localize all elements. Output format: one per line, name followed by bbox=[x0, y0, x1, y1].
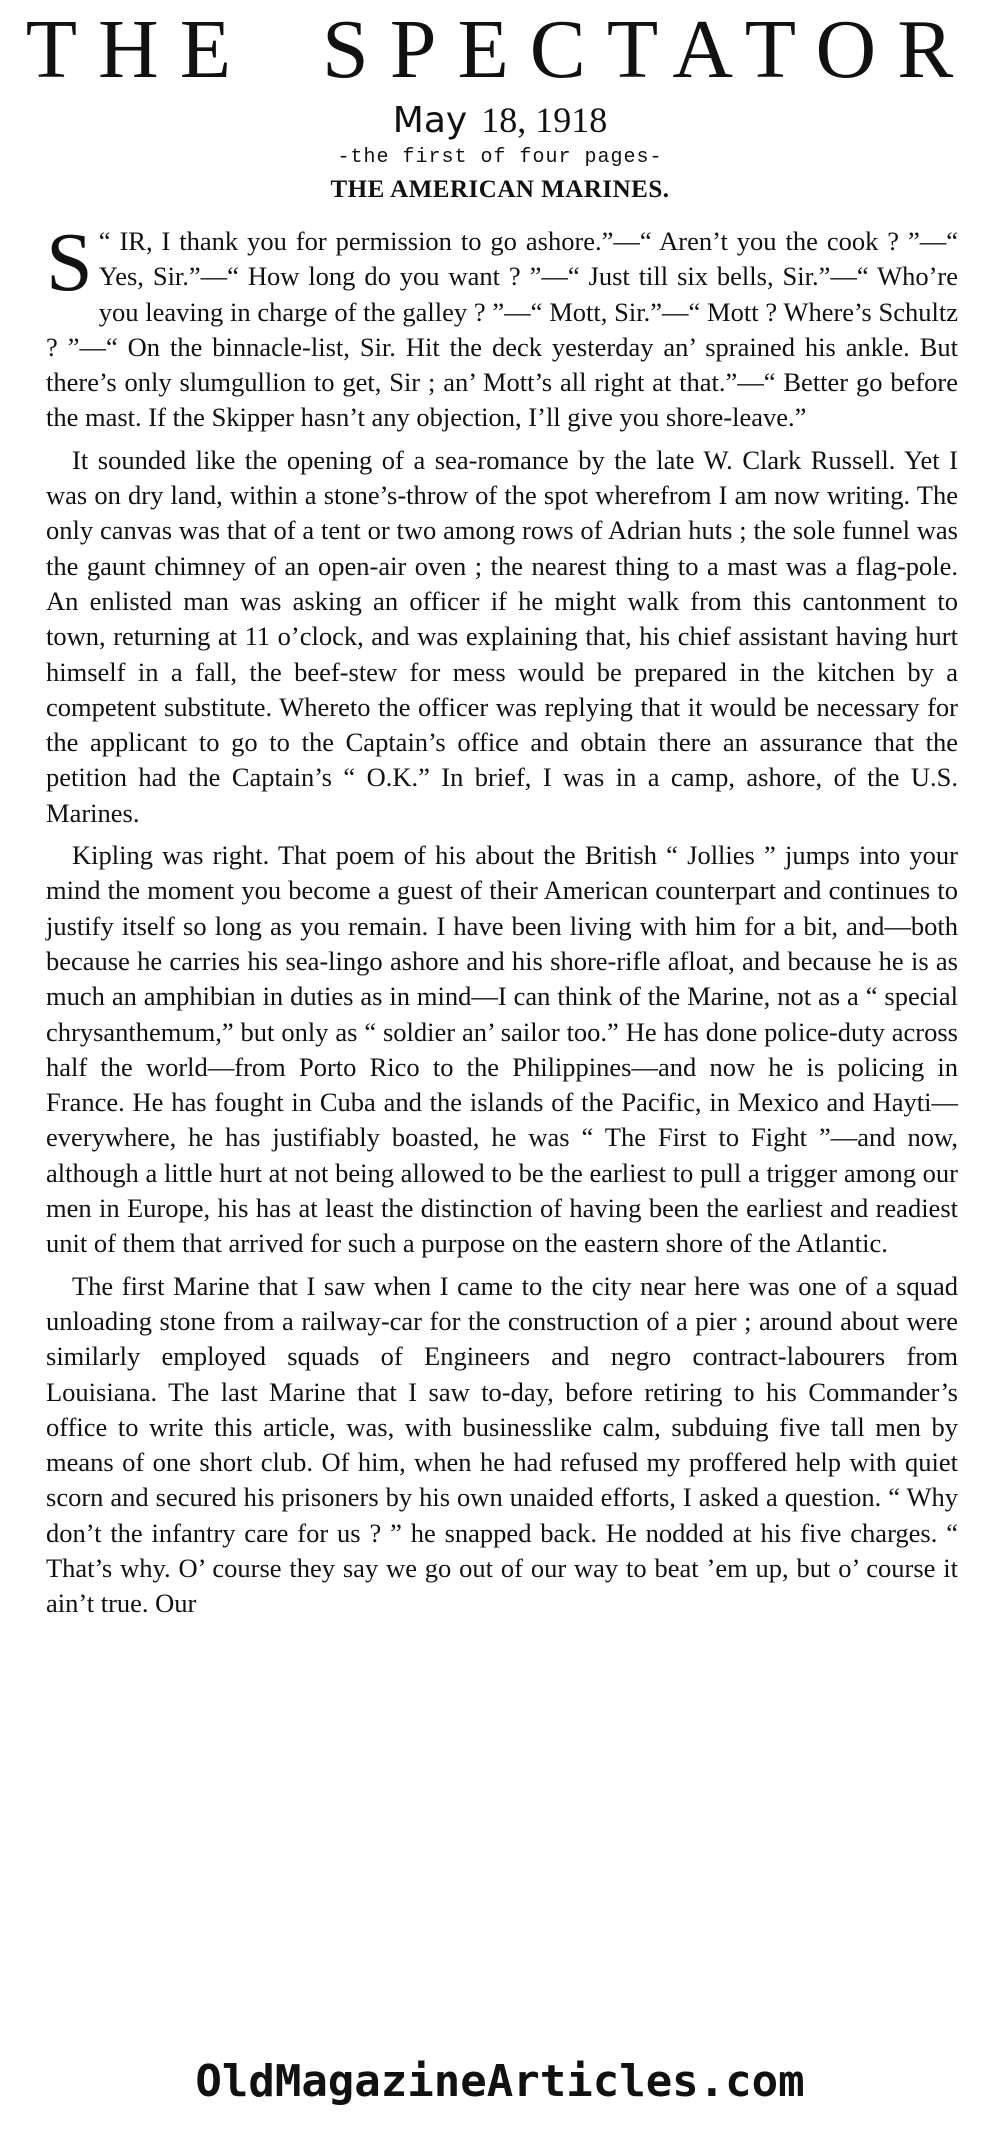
drop-cap-letter: S bbox=[46, 216, 93, 309]
article-paragraph-4: The first Marine that I saw when I came to the city near here was one of a squad unloading stone from a railway-car for the construction of a pier ; around about were similarly employed squads of Engineers and negro contract-labourers from Louisiana. The last Marine that I saw to-day, before retiring to his Commander’s office to write this article, was, with businesslike calm, subduing five tall men by means of one short club. Of him, when he had refused my proffered help with quiet scorn and secured his prisoners by his own unaided efforts, I asked a question. “ Why don’t the infantry care for us ? ” he snapped back. He nodded at his five charges. “ That’s why. O’ course they say we go out of our way to beat ’em up, but o’ course it ain’t true. Our bbox=[46, 1270, 958, 1619]
article-paragraph-3: Kipling was right. That poem of his about the British “ Jollies ” jumps into your mind the moment you become a guest of their American counterpart and continues to justify itself so long as you remain. I have been living with him for a bit, and—both because he carries his sea-lingo ashore and his shore-rifle afloat, and because he is as much an amphibian in duties as in mind—I can think of the Marine, not as a “ special chrysanthemum,” but only as “ soldier an’ sailor too.” He has done police-duty across half the world—from Porto Rico to the Philippines—and now he is policing in France. He has fought in Cuba and the islands of the Pacific, in Mexico and Hayti—everywhere, he has justifiably boasted, he was “ The First to Fight ”—and now, although a little hurt at not being allowed to be the earliest to pull a trigger among our men in Europe, his has at least the distinction of having been the earliest and readiest unit of them that arrived for such a purpose on the eastern shore of the Atlantic. bbox=[46, 840, 958, 1259]
article-paragraph-2: It sounded like the opening of a sea-romance by the late W. Clark Russell. Yet I was on dry land, within a stone’s-throw of the spot wherefrom I am now writing. The only canvas was that of a tent or two among rows of Adrian huts ; the sole funnel was the gaunt chimney of an open-air oven ; the nearest thing to a mast was a flag-pole. An enlisted man was asking an officer if he might walk from this cantonment to town, returning at 11 o’clock, and was explaining that, his chief assistant having hurt himself in a fall, the beef-stew for mess would be prepared in the kitchen by a competent substitute. Whereto the officer was replying that it would be necessary for the applicant to go to the Captain’s office and obtain there an assurance that the petition had the Captain’s “ O.K.” In brief, I was in a camp, ashore, of the U.S. Marines. bbox=[46, 444, 958, 828]
page-subline: -the first of four pages- bbox=[337, 146, 663, 169]
masthead-word-the: THE bbox=[25, 3, 253, 96]
masthead-title bbox=[0, 3, 1000, 96]
article-body bbox=[46, 216, 959, 1622]
masthead-word-spectator: SPECTATOR bbox=[322, 3, 975, 96]
date-month: May bbox=[392, 100, 468, 141]
date-day-year: 18, 1918 bbox=[481, 100, 608, 140]
article-paragraph-1 bbox=[46, 216, 959, 436]
paragraph-1-text: IR, I thank you for permission to go ashore.”—“ Aren’t you the cook ? ”—“ Yes, Sir.”—“ How long do you want ? ”—“ Just till six bells, Sir.”—“ Who’re you leaving in charge of the galley ? ”—“ Mott, Sir.”—“ Mott ? Where’s Schultz ? ”—“ On the binnacle-list, Sir. Hit the deck yesterday an’ sprained his ankle. But there’s only slumgullion to get, Sir ; an’ Mott’s all right at that.”—“ Better go before the mast. If the Skipper hasn’t any objection, I’ll give you shore-leave.” bbox=[46, 226, 959, 433]
site-watermark: OldMagazineArticles.com bbox=[195, 2056, 805, 2107]
opening-quote: “ bbox=[98, 226, 111, 256]
article-headline: THE AMERICAN MARINES. bbox=[330, 176, 670, 203]
issue-date bbox=[0, 102, 1000, 139]
